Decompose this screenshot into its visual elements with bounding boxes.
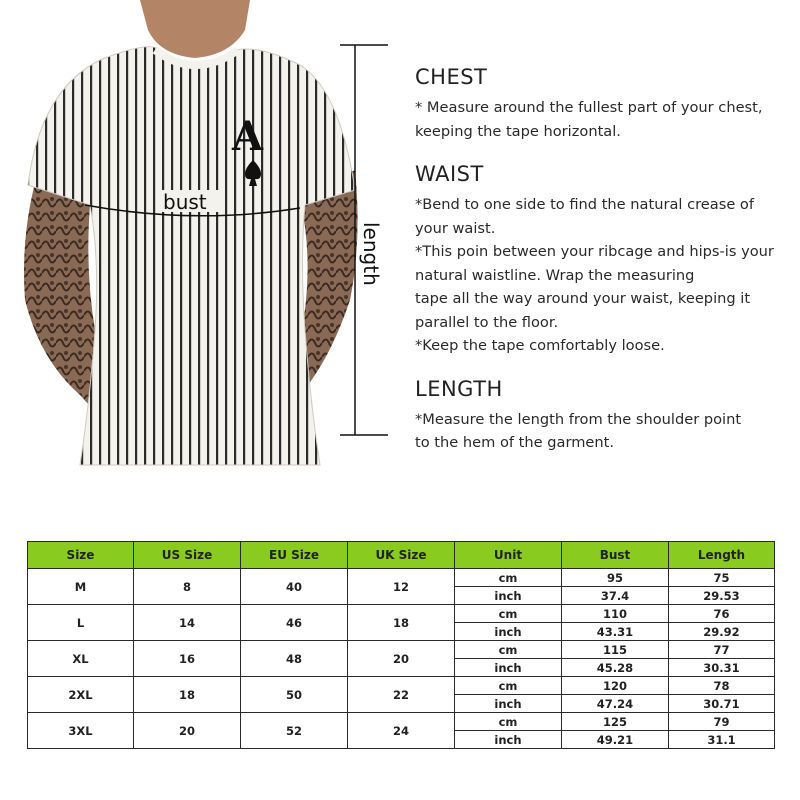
cell-unit: cm	[455, 641, 562, 659]
cell-uk-size: 18	[348, 605, 455, 641]
cell-length: 78	[669, 677, 775, 695]
cell-bust: 43.31	[562, 623, 669, 641]
cell-us-size: 18	[134, 677, 241, 713]
cell-unit: cm	[455, 569, 562, 587]
cell-bust: 47.24	[562, 695, 669, 713]
cell-us-size: 20	[134, 713, 241, 749]
waist-title: WAIST	[415, 162, 484, 186]
striped-tshirt-illustration	[0, 0, 400, 470]
header-us-size: US Size	[134, 542, 241, 569]
header-unit: Unit	[455, 542, 562, 569]
header-length: Length	[669, 542, 775, 569]
cell-us-size: 16	[134, 641, 241, 677]
cell-bust: 49.21	[562, 731, 669, 749]
cell-bust: 37.4	[562, 587, 669, 605]
length-section	[415, 374, 795, 455]
cell-bust: 45.28	[562, 659, 669, 677]
table-row	[28, 713, 775, 731]
product-photo	[0, 0, 400, 470]
cell-length: 31.1	[669, 731, 775, 749]
cell-bust: 110	[562, 605, 669, 623]
length-text	[415, 408, 795, 455]
table-header-row	[28, 542, 775, 569]
waist-text	[415, 193, 795, 358]
chest-title: CHEST	[415, 65, 488, 89]
waist-line: *Bend to one side to find the natural crease of	[415, 196, 754, 213]
table-row	[28, 677, 775, 695]
cell-length: 30.31	[669, 659, 775, 677]
waist-line: natural waistline. Wrap the measuring	[415, 266, 695, 284]
waist-line: *Keep the tape comfortably loose.	[415, 337, 665, 354]
cell-length: 76	[669, 605, 775, 623]
cell-uk-size: 12	[348, 569, 455, 605]
waist-line: parallel to the floor.	[415, 313, 559, 331]
cell-length: 29.92	[669, 623, 775, 641]
cell-unit: cm	[455, 605, 562, 623]
cell-unit: inch	[455, 731, 562, 749]
cell-length: 79	[669, 713, 775, 731]
waist-line: *This poin between your ribcage and hips-is your	[415, 243, 774, 260]
cell-eu-size: 40	[241, 569, 348, 605]
table-row	[28, 641, 775, 659]
cell-bust: 115	[562, 641, 669, 659]
cell-us-size: 8	[134, 569, 241, 605]
cell-unit: inch	[455, 695, 562, 713]
waist-section	[415, 159, 795, 358]
cell-uk-size: 20	[348, 641, 455, 677]
cell-eu-size: 46	[241, 605, 348, 641]
table-row	[28, 569, 775, 587]
length-label: length	[359, 222, 383, 286]
cell-eu-size: 52	[241, 713, 348, 749]
waist-line: tape all the way around your waist, keeping it	[415, 290, 751, 307]
length-line: *Measure the length from the shoulder point	[415, 410, 742, 428]
cell-bust: 125	[562, 713, 669, 731]
chest-section	[415, 62, 795, 143]
cell-size: L	[28, 605, 134, 641]
cell-eu-size: 48	[241, 641, 348, 677]
cell-length: 30.71	[669, 695, 775, 713]
table-row	[28, 605, 775, 623]
cell-length: 75	[669, 569, 775, 587]
measurement-instructions	[415, 62, 795, 471]
cell-unit: inch	[455, 659, 562, 677]
cell-size: XL	[28, 641, 134, 677]
header-bust: Bust	[562, 542, 669, 569]
cell-unit: cm	[455, 713, 562, 731]
cell-size: 2XL	[28, 677, 134, 713]
cell-unit: cm	[455, 677, 562, 695]
cell-size: M	[28, 569, 134, 605]
bust-label: bust	[163, 190, 207, 214]
header-uk-size: UK Size	[348, 542, 455, 569]
cell-unit: inch	[455, 587, 562, 605]
cell-us-size: 14	[134, 605, 241, 641]
cell-length: 29.53	[669, 587, 775, 605]
length-line: to the hem of the garment.	[415, 434, 615, 451]
cell-bust: 120	[562, 677, 669, 695]
size-chart-table	[27, 541, 775, 749]
cell-unit: inch	[455, 623, 562, 641]
chest-line: * Measure around the fullest part of your chest,	[415, 99, 763, 116]
cell-uk-size: 24	[348, 713, 455, 749]
chest-line: keeping the tape horizontal.	[415, 122, 621, 140]
cell-length: 77	[669, 641, 775, 659]
header-size: Size	[28, 542, 134, 569]
cell-uk-size: 22	[348, 677, 455, 713]
header-eu-size: EU Size	[241, 542, 348, 569]
length-title: LENGTH	[415, 376, 503, 401]
chest-print-letter: A	[232, 113, 264, 160]
cell-size: 3XL	[28, 713, 134, 749]
chest-text	[415, 96, 795, 143]
cell-bust: 95	[562, 569, 669, 587]
cell-eu-size: 50	[241, 677, 348, 713]
waist-line: your waist.	[415, 219, 496, 237]
